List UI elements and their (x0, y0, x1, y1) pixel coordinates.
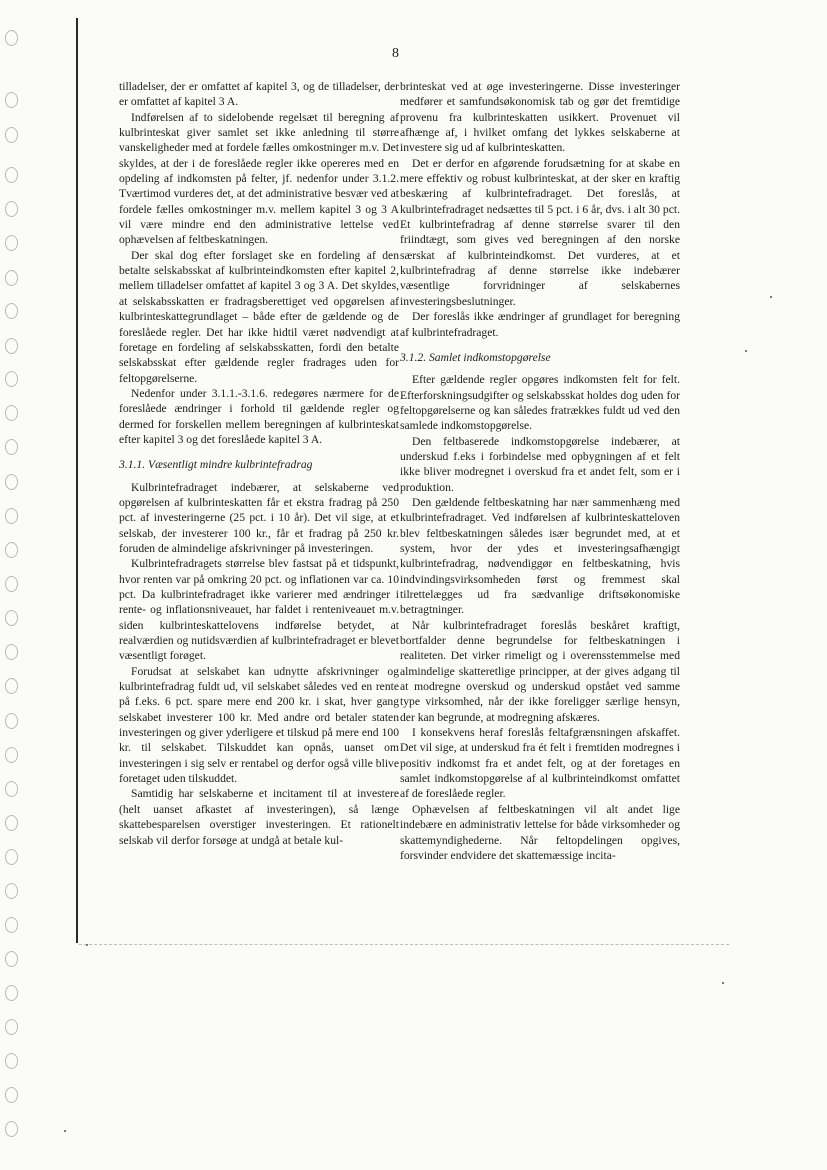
left-section-heading: 3.1.1. Væsentligt mindre kulbrintefradrag (119, 458, 313, 472)
right-paragraph: Der foreslås ikke ændringer af grundlaget for beregning af kulbrintefradraget. (400, 310, 680, 339)
left-paragraph: Kulbrintefradraget indebærer, at selskaberne ved opgørelsen af kulbrinteskatten får et ekstra fradrag på 250 pct. af investeringerne (25 pct. i 10 år). Det vil sige, at et selskab, der investerer 100 kr., får et fradrag på 250 kr. foruden de almindelige afskrivninger på investeringen. (119, 480, 399, 555)
right-paragraph: Den feltbaserede indkomstopgørelse indebærer, at underskud f.eks i forbindelse med opbygningen af et felt ikke bliver modregnet i overskud fra et andet felt, som er i produktion. (400, 434, 680, 494)
binder-hole (5, 747, 18, 763)
right-paragraph: I konsekvens heraf foreslås feltafgrænsningen afskaffet. Det vil sige, at underskud fra ét felt i fremtiden modregnes i positiv indkomst fra et andet felt, og at der foretages en samlet indkomstopgørelse af al kulbrinteindkomst omfattet af de foreslåede regler. (400, 726, 680, 801)
binder-hole (5, 92, 18, 108)
binder-hole (5, 1019, 18, 1035)
binder-hole (5, 30, 18, 46)
right-paragraph: brinteskat ved at øge investeringerne. Disse investeringer medfører et samfundsøkonomisk tab og gør det fremtidige provenu fra kulbrinteskatten usikkert. Provenuet vil afhænge af, i hvilket omfang det lykkes selskaberne at investere sig ud af kulbrinteskatten. (400, 80, 680, 155)
left-paragraph: Samtidig har selskaberne et incitament til at investere (helt uanset afkastet af investeringen), så længe skattebesparelsen overstiger investeringen. Et rationelt selskab vil derfor forsøge at undgå at betale kul- (119, 787, 399, 847)
binder-hole (5, 951, 18, 967)
binder-hole (5, 713, 18, 729)
binder-hole (5, 1087, 18, 1103)
binder-hole (5, 781, 18, 797)
binder-hole (5, 1053, 18, 1069)
right-paragraph: Når kulbrintefradraget foreslås beskåret kraftigt, bortfalder denne begrundelse for feltbeskatningen i realiteten. Det virker rimeligt og i overensstemmelse med almindelige skatteretlige principper, at der gives adgang til at modregne overskud og underskud opstået ved samme type virksomhed, når der ikke foreligger særlige hensyn, der kan begrunde, at modregning afskæres. (400, 618, 680, 724)
right-paragraph: Efter gældende regler opgøres indkomsten felt for felt. Efterforskningsudgifter og selskabsskat holdes dog uden for feltopgørelserne og kan således fratrækkes fuldt ud ved den samlede indkomstopgørelse. (400, 373, 680, 433)
scan-speck (722, 982, 724, 984)
right-paragraph: Det er derfor en afgørende forudsætning for at skabe en mere effektiv og robust kulbrinteskat, at der sker en kraftig beskæring af kulbrintefradraget. Det foreslås, at kulbrintefradraget nedsættes til 5 pct. i 6 år, dvs. i alt 30 pct. Et kulbrintefradrag af denne størrelse svarer til den friindtægt, som gives ved beregningen af den norske særskat af kulbrinteindkomst. Det vurderes, at et kulbrintefradrag af denne størrelse ikke indebærer væsentlige forvridninger af selskabernes investeringsbeslutninger. (400, 156, 680, 308)
binder-hole (5, 405, 18, 421)
binder-hole (5, 678, 18, 694)
left-margin-rule (76, 18, 78, 943)
scan-speck (770, 296, 772, 298)
bottom-scan-rule (79, 944, 729, 945)
binder-hole (5, 542, 18, 558)
right-section-heading: 3.1.2. Samlet indkomstopgørelse (400, 350, 551, 364)
binder-hole (5, 576, 18, 592)
right-paragraph: Ophævelsen af feltbeskatningen vil alt andet lige indebære en administrativ lettelse for både virksomheder og skattemyndighederne. Når feltopdelingen opgives, forsvinder endvidere det skattemæssige incita- (400, 802, 680, 862)
left-paragraph: Kulbrintefradragets størrelse blev fastsat på et tidspunkt, hvor renten var på omkring 20 pct. og inflationen var ca. 10 pct. Da kulbrintefradraget ikke varierer med ændringer i rente- og inflationsniveauet, har faldet i renteniveauet m.v. siden kulbrinteskattelovens indførelse betydet, at realværdien og nutidsværdien af kulbrintefradraget er blevet væsentligt forøget. (119, 557, 399, 663)
binder-holes (2, 30, 24, 1140)
binder-hole (5, 167, 18, 183)
left-paragraph: Der skal dog efter forslaget ske en fordeling af den betalte selskabsskat af kulbrinteindkomsten efter kapitel 2, mellem tilladelser omfattet af kapitel 3 og 3 A. Det skyldes, at selskabsskatten er fradragsberettiget ved opgørelsen af kulbrinteskattegrundlaget – både efter de gældende og de foreslåede regler. Det har ikke hidtil været nødvendigt at foretage en fordeling af selskabsskatten, fordi den betalte selskabsskat efter gældende regler fradrages uden for feltopgørelserne. (119, 248, 399, 385)
binder-hole (5, 201, 18, 217)
binder-hole (5, 917, 18, 933)
binder-hole (5, 270, 18, 286)
left-paragraph: Indførelsen af to sidelobende regelsæt til beregning af kulbrinteskat giver samlet set ikke anledning til større vanskeligheder med at fordele fælles omkostninger m.v. Det skyldes, at der i de foreslåede regler ikke opereres med en opdeling af indkomsten på felter, jf. nedenfor under 3.1.2. Tværtimod vurderes det, at det administrative besvær ved at fordele fælles omkostninger m.v. mellem kapitel 3 og 3 A vil være mindre end den administrative lettelse ved ophævelsen af feltbeskatningen. (119, 110, 399, 247)
scan-speck (64, 1130, 66, 1132)
right-paragraph: Den gældende feltbeskatning har nær sammenhæng med kulbrintefradraget. Ved indførelsen af kulbrinteskatteloven blev feltbeskatningen således især begrundet med, at et system, hvor der ydes et investeringsafhængigt kulbrintefradrag, nødvendiggør en feltbeskatning, hvis indvindingsvirksomheden først og fremmest skal tilrettelægges ud fra sædvanlige driftsøkonomiske betragtninger. (400, 495, 680, 617)
binder-hole (5, 127, 18, 143)
left-paragraph: Forudsat at selskabet kan udnytte afskrivninger og kulbrintefradrag fuldt ud, vil selskabet således ved en rente på f.eks. 6 pct. spare mere end 200 kr. i skat, hver gang selskabet investerer 100 kr. Med andre ord betaler staten investeringen og giver yderligere et tilskud på mere end 100 kr. til selskabet. Tilskuddet kan opnås, uanset om investeringen i sig selv er rentabel og derfor også ville blive foretaget uden tilskuddet. (119, 664, 399, 786)
scan-speck (745, 350, 747, 352)
binder-hole (5, 815, 18, 831)
page-number: 8 (392, 46, 399, 61)
left-paragraph: Nedenfor under 3.1.1.-3.1.6. redegøres nærmere for de foreslåede ændringer i forhold til gældende regler og dermed for forskellen mellem beregningen af kulbrinteskat efter kapitel 3 og det foreslåede kapitel 3 A. (119, 386, 399, 446)
binder-hole (5, 508, 18, 524)
binder-hole (5, 610, 18, 626)
scan-speck (86, 944, 88, 946)
left-paragraph: tilladelser, der er omfattet af kapitel 3, og de tilladelser, der er omfattet af kapitel 3 A. (119, 80, 399, 109)
binder-hole (5, 439, 18, 455)
binder-hole (5, 303, 18, 319)
binder-hole (5, 849, 18, 865)
binder-hole (5, 985, 18, 1001)
right-text-column (400, 79, 680, 863)
binder-hole (5, 1121, 18, 1137)
left-text-column (119, 79, 399, 848)
binder-hole (5, 338, 18, 354)
binder-hole (5, 235, 18, 251)
binder-hole (5, 371, 18, 387)
binder-hole (5, 883, 18, 899)
binder-hole (5, 644, 18, 660)
binder-hole (5, 474, 18, 490)
